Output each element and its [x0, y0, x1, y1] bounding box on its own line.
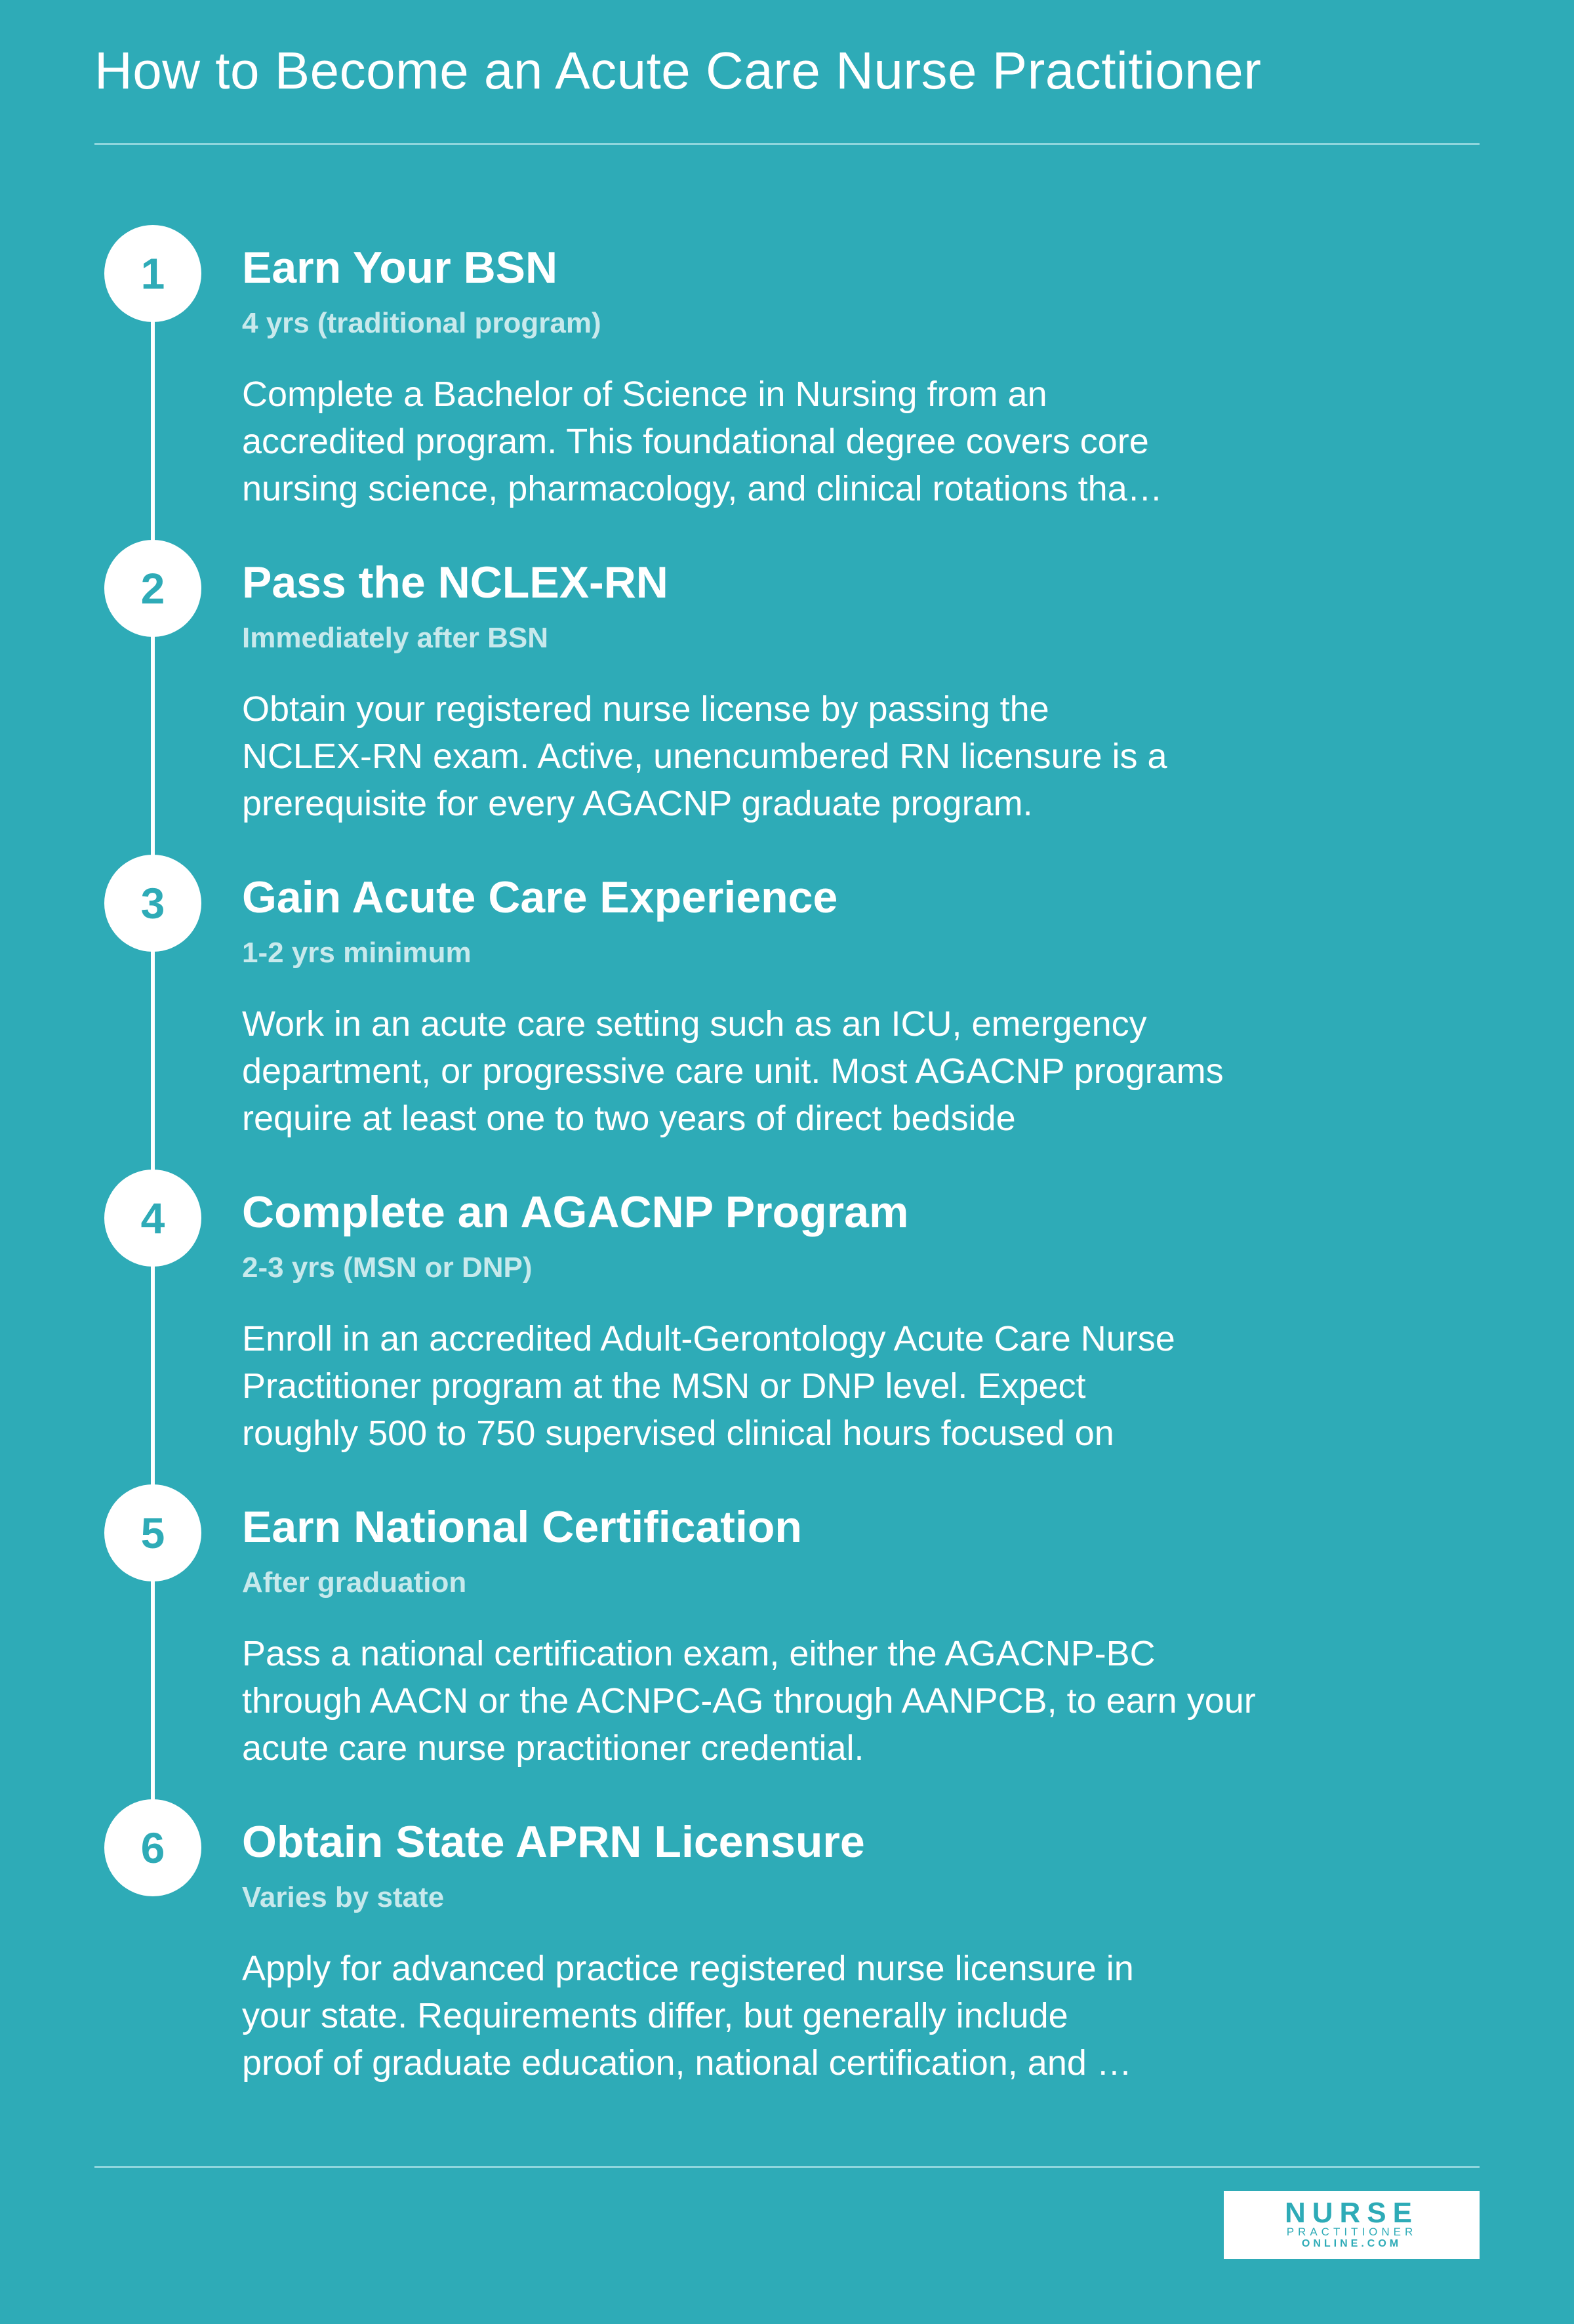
logo-domain: ONLINE.COM [1301, 2238, 1402, 2249]
description-line: department, or progressive care unit. Most AGACNP programs [242, 1051, 1224, 1091]
description-line: roughly 500 to 750 supervised clinical hours focused on [242, 1414, 1114, 1453]
description-line: proof of graduate education, national certification, and … [242, 2043, 1132, 2083]
description-line: Work in an acute care setting such as an ICU, emergency [242, 1004, 1147, 1044]
description-line: accredited program. This foundational degree covers core [242, 422, 1149, 461]
step-number-badge: 6 [104, 1799, 201, 1896]
step-2 [0, 540, 1574, 855]
step-description [242, 685, 1357, 827]
step-number-badge: 5 [104, 1484, 201, 1581]
step-description [242, 1315, 1357, 1457]
step-description [242, 1945, 1357, 2087]
description-line: require at least one to two years of direct bedside [242, 1099, 1016, 1138]
description-line: nursing science, pharmacology, and clinical rotations tha… [242, 469, 1163, 508]
step-5 [0, 1484, 1574, 1799]
description-line: Enroll in an accredited Adult-Gerontology Acute Care Nurse [242, 1319, 1175, 1358]
step-title: Earn Your BSN [242, 243, 558, 293]
description-line: acute care nurse practitioner credential. [242, 1728, 864, 1768]
step-number-badge: 3 [104, 855, 201, 952]
step-number-badge: 2 [104, 540, 201, 637]
logo-wordmark: NURSE [1284, 2197, 1419, 2229]
description-line: through AACN or the ACNPC-AG through AANPCB, to earn your [242, 1681, 1256, 1721]
step-title: Pass the NCLEX-RN [242, 558, 668, 607]
bottom-divider [94, 2166, 1480, 2168]
step-duration: Varies by state [242, 1881, 445, 1913]
description-line: NCLEX-RN exam. Active, unencumbered RN licensure is a [242, 737, 1167, 776]
step-title: Gain Acute Care Experience [242, 872, 838, 922]
description-line: Apply for advanced practice registered nurse licensure in [242, 1949, 1134, 1988]
step-6 [0, 1799, 1574, 2114]
description-line: prerequisite for every AGACNP graduate program. [242, 784, 1033, 823]
step-duration: After graduation [242, 1566, 467, 1599]
description-line: Practitioner program at the MSN or DNP level. Expect [242, 1366, 1086, 1406]
step-description [242, 371, 1357, 512]
step-duration: Immediately after BSN [242, 622, 549, 654]
step-3 [0, 855, 1574, 1170]
description-line: Complete a Bachelor of Science in Nursing from an [242, 375, 1047, 414]
step-number-badge: 1 [104, 225, 201, 322]
logo-subtitle: PRACTITIONER [1286, 2226, 1417, 2238]
step-title: Earn National Certification [242, 1502, 802, 1552]
step-duration: 1-2 yrs minimum [242, 937, 472, 969]
description-line: Obtain your registered nurse license by passing the [242, 689, 1049, 729]
page-title: How to Become an Acute Care Nurse Practitioner [94, 41, 1262, 100]
step-1 [0, 225, 1574, 540]
step-title: Complete an AGACNP Program [242, 1187, 909, 1237]
description-line: Pass a national certification exam, either the AGACNP-BC [242, 1634, 1156, 1673]
step-description [242, 1000, 1357, 1142]
step-number-badge: 4 [104, 1170, 201, 1267]
step-duration: 4 yrs (traditional program) [242, 307, 601, 339]
top-divider [94, 143, 1480, 145]
step-4 [0, 1170, 1574, 1484]
description-line: your state. Requirements differ, but generally include [242, 1996, 1068, 2035]
step-duration: 2-3 yrs (MSN or DNP) [242, 1252, 533, 1284]
step-description [242, 1630, 1357, 1772]
step-title: Obtain State APRN Licensure [242, 1817, 865, 1867]
nurse-practitioner-online-logo[interactable] [1224, 2191, 1480, 2259]
